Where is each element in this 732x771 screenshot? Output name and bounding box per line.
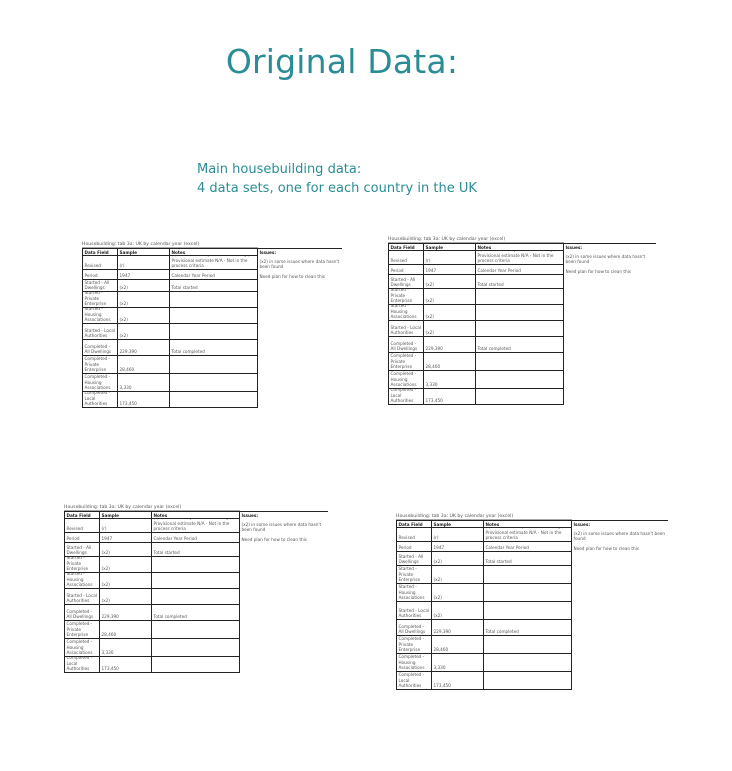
header-cell: Sample <box>424 243 476 251</box>
table-cell-notes <box>170 256 258 270</box>
table-cell-field <box>388 275 424 289</box>
cell-text: Completed - Local Authorities <box>390 389 417 403</box>
cell-text: Total started <box>485 558 512 564</box>
cell-text: Started - Housing Associations <box>66 573 93 587</box>
cell-text: (x2) <box>425 281 434 287</box>
table-cell-field <box>82 308 118 324</box>
table-cell-issue <box>564 371 656 389</box>
table-cell-notes <box>484 584 572 602</box>
cell-text: 173,450 <box>433 682 451 688</box>
table-cell-notes <box>476 389 564 405</box>
table-cell-field <box>388 353 424 371</box>
sheet-table <box>64 511 328 673</box>
cell-text: 1947 <box>425 267 437 273</box>
table-cell-notes <box>476 337 564 353</box>
cell-text: 173,450 <box>101 665 119 671</box>
cell-text: Completed - Housing Associations <box>84 374 111 390</box>
cell-text: 3,330 <box>433 664 446 670</box>
table-cell-notes <box>484 528 572 542</box>
cell-text: Completed - Local Authorities <box>66 657 93 671</box>
table-cell-issue <box>240 543 328 557</box>
table-cell-issue <box>564 353 656 371</box>
cell-text: Started - All Dwellings <box>390 276 416 287</box>
table-cell-field <box>396 636 432 654</box>
cell-text: Provisional estimate N/A - Not in the process criteria <box>485 529 562 540</box>
header-cell: Sample <box>118 248 170 256</box>
cell-text: Started - Local Authorities <box>390 324 421 335</box>
table-cell-issue <box>258 256 342 270</box>
table-cell-issue <box>564 321 656 337</box>
table-cell-sample <box>424 251 476 265</box>
table-cell-notes <box>170 340 258 356</box>
cell-text: (r) <box>425 257 431 263</box>
table-cell-field <box>64 605 100 621</box>
table-cell-sample <box>118 308 170 324</box>
cell-text: Completed - All Dwellings <box>66 608 94 619</box>
table-cell-issue <box>258 340 342 356</box>
table-cell-sample <box>432 584 484 602</box>
table-cell-field <box>396 654 432 672</box>
header-cell: Sample <box>100 511 152 519</box>
table-cell-notes <box>170 292 258 308</box>
table-cell-issue <box>240 557 328 573</box>
table-cell-notes <box>152 621 240 639</box>
cell-text: (x2) <box>425 313 434 319</box>
table-cell-field <box>396 620 432 636</box>
table-cell-field <box>64 573 100 589</box>
table-cell-field <box>82 392 118 408</box>
table-cell-field <box>64 519 100 533</box>
cell-text: Completed - Private Enterprise <box>390 353 417 369</box>
table-cell-notes <box>476 371 564 389</box>
page-title: Original Data: <box>225 42 459 81</box>
cell-text: (x2) <box>101 565 110 571</box>
table-cell-notes <box>170 308 258 324</box>
cell-text: (r) <box>433 534 439 540</box>
cell-text: Started - Local Authorities <box>398 607 429 618</box>
table-cell-sample <box>100 639 152 657</box>
table-cell-sample <box>432 552 484 566</box>
cell-text: Calendar Year Period <box>477 267 521 273</box>
table-cell-field <box>388 371 424 389</box>
table-cell-sample <box>118 280 170 292</box>
table-cell-notes <box>484 672 572 690</box>
table-cell-sample <box>432 602 484 620</box>
cell-text: Need plan for how to clean this <box>565 268 631 274</box>
cell-text: (x2) in some issues where data hasn't been found <box>241 521 322 532</box>
cell-text: Completed - All Dwellings <box>390 340 418 351</box>
header-cell: Issues: <box>564 243 656 251</box>
table-cell-sample <box>100 573 152 589</box>
cell-text: Calendar Year Period <box>153 535 197 541</box>
cell-text: 1947 <box>101 535 113 541</box>
table-cell-sample <box>424 275 476 289</box>
table-cell-notes <box>152 533 240 543</box>
cell-text: 28,460 <box>101 631 117 637</box>
table-cell-field <box>388 389 424 405</box>
header-cell: Data Field <box>64 511 100 519</box>
table-cell-notes <box>152 639 240 657</box>
cell-text: (x2) <box>425 297 434 303</box>
table-cell-notes <box>484 654 572 672</box>
table-cell-notes <box>152 543 240 557</box>
table-cell-sample <box>432 672 484 690</box>
table-cell-sample <box>432 542 484 552</box>
header-cell: Notes <box>484 520 572 528</box>
table-cell-notes <box>170 324 258 340</box>
table-cell-field <box>82 280 118 292</box>
cell-text: 1947 <box>119 272 131 278</box>
cell-text: 3,330 <box>119 384 132 390</box>
table-cell-field <box>64 557 100 573</box>
table-cell-issue <box>240 573 328 589</box>
cell-text: Revised <box>390 257 407 263</box>
cell-text: Started - Housing Associations <box>398 584 425 600</box>
table-cell-issue <box>240 657 328 673</box>
cell-text: 28,460 <box>425 363 441 369</box>
cell-text: (x2) <box>119 284 128 290</box>
table-cell-sample <box>118 292 170 308</box>
table-cell-notes <box>476 289 564 305</box>
table-cell-issue <box>564 389 656 405</box>
table-cell-field <box>82 340 118 356</box>
table-cell-sample <box>432 654 484 672</box>
sheet-table <box>396 520 668 690</box>
cell-text: Need plan for how to clean this <box>573 545 639 551</box>
table-cell-field <box>388 251 424 265</box>
table-cell-sample <box>118 340 170 356</box>
table-cell-issue <box>258 308 342 324</box>
table-cell-field <box>396 672 432 690</box>
table-cell-sample <box>424 289 476 305</box>
cell-text: Total started <box>153 549 180 555</box>
cell-text: Total started <box>171 284 198 290</box>
cell-text: Period <box>84 272 98 278</box>
table-cell-issue <box>572 566 668 584</box>
table-cell-issue <box>572 654 668 672</box>
table-cell-sample <box>100 589 152 605</box>
table-cell-sample <box>118 270 170 280</box>
table-cell-issue <box>564 337 656 353</box>
table-cell-field <box>82 374 118 392</box>
table-cell-field <box>64 533 100 543</box>
table-cell-issue <box>240 519 328 533</box>
header-cell: Data Field <box>396 520 432 528</box>
cell-text: 229,390 <box>433 628 451 634</box>
table-cell-sample <box>118 256 170 270</box>
table-cell-issue <box>258 280 342 292</box>
table-cell-sample <box>424 321 476 337</box>
table-cell-notes <box>476 353 564 371</box>
cell-text: Provisional estimate N/A - Not in the process criteria <box>153 520 230 531</box>
table-cell-notes <box>484 542 572 552</box>
table-cell-field <box>396 584 432 602</box>
table-cell-sample <box>100 621 152 639</box>
table-cell-notes <box>476 265 564 275</box>
table-cell-notes <box>152 657 240 673</box>
header-cell: Sample <box>432 520 484 528</box>
table-cell-issue <box>240 605 328 621</box>
table-cell-field <box>82 324 118 340</box>
cell-text: Completed - Private Enterprise <box>398 636 425 652</box>
table-cell-notes <box>152 589 240 605</box>
cell-text: Completed - Local Authorities <box>84 392 111 406</box>
table-cell-issue <box>258 292 342 308</box>
cell-text: Total completed <box>171 348 205 354</box>
header-cell: Issues: <box>572 520 668 528</box>
table-cell-notes <box>152 519 240 533</box>
spreadsheet-screenshot-2 <box>388 236 656 405</box>
table-cell-notes <box>152 573 240 589</box>
cell-text: Calendar Year Period <box>171 272 215 278</box>
table-cell-issue <box>564 275 656 289</box>
cell-text: (x2) <box>119 332 128 338</box>
cell-text: (x2) <box>433 558 442 564</box>
table-cell-notes <box>170 356 258 374</box>
cell-text: Started - Private Enterprise <box>390 289 413 303</box>
cell-text: Total started <box>477 281 504 287</box>
table-cell-field <box>388 321 424 337</box>
table-cell-issue <box>572 636 668 654</box>
sheet-caption: Housebuilding: tab 3a: UK by calendar year (excel) <box>388 236 564 243</box>
table-cell-issue <box>258 324 342 340</box>
cell-text: Revised <box>66 525 83 531</box>
cell-text: Started - All Dwellings <box>84 280 110 290</box>
table-cell-sample <box>424 265 476 275</box>
cell-text: Started - Private Enterprise <box>398 566 421 582</box>
header-cell: Data Field <box>388 243 424 251</box>
cell-text: (x2) <box>433 612 442 618</box>
table-cell-field <box>64 589 100 605</box>
table-cell-notes <box>484 620 572 636</box>
table-cell-sample <box>424 337 476 353</box>
cell-text: 229,390 <box>425 345 443 351</box>
cell-text: 28,460 <box>433 646 449 652</box>
cell-text: Completed - All Dwellings <box>84 343 112 354</box>
cell-text: Started - Housing Associations <box>84 308 111 322</box>
cell-text: Revised <box>84 262 101 268</box>
subtitle <box>197 160 477 198</box>
cell-text: (r) <box>101 525 107 531</box>
table-cell-sample <box>118 356 170 374</box>
cell-text: Need plan for how to clean this <box>241 536 307 542</box>
table-cell-notes <box>476 305 564 321</box>
sheet-caption: Housebuilding: tab 3a: UK by calendar year (excel) <box>396 513 572 520</box>
table-cell-issue <box>564 251 656 265</box>
table-cell-notes <box>476 321 564 337</box>
cell-text: Calendar Year Period <box>485 544 529 550</box>
table-cell-field <box>64 543 100 557</box>
table-cell-notes <box>170 270 258 280</box>
table-cell-notes <box>476 251 564 265</box>
table-cell-field <box>388 265 424 275</box>
table-cell-issue <box>258 392 342 408</box>
cell-text: (r) <box>119 262 125 268</box>
table-cell-sample <box>424 353 476 371</box>
table-cell-issue <box>258 374 342 392</box>
table-cell-notes <box>152 557 240 573</box>
sheet-caption: Housebuilding: tab 3a: UK by calendar year (excel) <box>82 241 258 248</box>
cell-text: 173,450 <box>119 400 137 406</box>
cell-text: 3,330 <box>425 381 438 387</box>
spreadsheet-screenshot-3 <box>64 504 328 673</box>
header-cell: Data Field <box>82 248 118 256</box>
subtitle-line-2: 4 data sets, one for each country in the UK <box>197 181 477 196</box>
table-cell-field <box>64 657 100 673</box>
table-cell-sample <box>100 605 152 621</box>
cell-text: Started - Local Authorities <box>66 592 97 603</box>
cell-text: (x2) <box>119 316 128 322</box>
cell-text: Started - All Dwellings <box>66 544 92 555</box>
table-cell-issue <box>564 265 656 275</box>
table-cell-sample <box>424 371 476 389</box>
table-cell-issue <box>564 305 656 321</box>
table-cell-sample <box>432 566 484 584</box>
cell-text: (x2) in some issues where data hasn't been found <box>565 253 646 264</box>
table-cell-sample <box>118 374 170 392</box>
table-cell-field <box>388 337 424 353</box>
table-cell-issue <box>240 533 328 543</box>
table-cell-sample <box>100 543 152 557</box>
table-cell-issue <box>572 542 668 552</box>
cell-text: 229,390 <box>119 348 137 354</box>
cell-text: (x2) in some issues where data hasn't been found <box>573 530 665 541</box>
table-cell-sample <box>118 392 170 408</box>
cell-text: Completed - All Dwellings <box>398 623 426 634</box>
table-cell-field <box>396 552 432 566</box>
cell-text: (x2) in some issues where data hasn't been found <box>259 258 340 269</box>
cell-text: Started - All Dwellings <box>398 553 424 564</box>
cell-text: Total completed <box>477 345 511 351</box>
spreadsheet-screenshot-1 <box>82 241 342 408</box>
cell-text: Period <box>390 267 404 273</box>
header-cell: Issues: <box>240 511 328 519</box>
table-cell-issue <box>572 552 668 566</box>
cell-text: 28,460 <box>119 366 135 372</box>
cell-text: (x2) <box>433 576 442 582</box>
table-cell-field <box>396 602 432 620</box>
table-cell-sample <box>100 519 152 533</box>
header-cell: Notes <box>476 243 564 251</box>
sheet-table <box>388 243 656 405</box>
cell-text: (x2) <box>425 329 434 335</box>
table-cell-sample <box>432 636 484 654</box>
sheet-table <box>82 248 342 408</box>
cell-text: Period <box>398 544 412 550</box>
table-cell-issue <box>572 620 668 636</box>
cell-text: Started - Private Enterprise <box>84 292 107 306</box>
cell-text: Provisional estimate N/A - Not in the process criteria <box>171 257 248 268</box>
table-cell-sample <box>100 533 152 543</box>
cell-text: Period <box>66 535 80 541</box>
table-cell-field <box>396 566 432 584</box>
cell-text: (x2) <box>433 594 442 600</box>
table-cell-issue <box>240 639 328 657</box>
cell-text: (x2) <box>101 549 110 555</box>
table-cell-notes <box>170 374 258 392</box>
table-cell-sample <box>424 305 476 321</box>
table-cell-notes <box>476 275 564 289</box>
cell-text: 229,390 <box>101 613 119 619</box>
table-cell-notes <box>484 602 572 620</box>
table-cell-issue <box>564 289 656 305</box>
table-cell-field <box>82 292 118 308</box>
table-cell-notes <box>484 552 572 566</box>
table-cell-notes <box>152 605 240 621</box>
cell-text: Completed - Local Authorities <box>398 672 425 688</box>
cell-text: (x2) <box>119 300 128 306</box>
table-cell-field <box>388 305 424 321</box>
table-cell-issue <box>572 602 668 620</box>
spreadsheet-screenshot-4 <box>396 513 668 690</box>
table-cell-field <box>396 542 432 552</box>
table-cell-issue <box>258 356 342 374</box>
cell-text: Completed - Housing Associations <box>390 371 417 387</box>
table-cell-sample <box>432 620 484 636</box>
table-cell-notes <box>484 636 572 654</box>
cell-text: Total completed <box>153 613 187 619</box>
header-cell: Issues: <box>258 248 342 256</box>
table-cell-notes <box>170 392 258 408</box>
table-cell-issue <box>572 528 668 542</box>
header-cell: Notes <box>170 248 258 256</box>
cell-text: Total completed <box>485 628 519 634</box>
table-cell-field <box>64 621 100 639</box>
cell-text: Completed - Private Enterprise <box>66 621 93 637</box>
table-cell-issue <box>572 584 668 602</box>
cell-text: (x2) <box>101 597 110 603</box>
cell-text: Started - Local Authorities <box>84 327 115 338</box>
cell-text: Provisional estimate N/A - Not in the process criteria <box>477 252 554 263</box>
table-cell-sample <box>100 657 152 673</box>
table-cell-notes <box>484 566 572 584</box>
table-cell-issue <box>572 672 668 690</box>
table-cell-field <box>388 289 424 305</box>
cell-text: Started - Private Enterprise <box>66 557 89 571</box>
table-cell-sample <box>432 528 484 542</box>
table-cell-notes <box>170 280 258 292</box>
subtitle-line-1: Main housebuilding data: <box>197 162 362 177</box>
cell-text: Completed - Housing Associations <box>66 639 93 655</box>
table-cell-sample <box>118 324 170 340</box>
header-cell: Notes <box>152 511 240 519</box>
cell-text: Revised <box>398 534 415 540</box>
cell-text: Completed - Private Enterprise <box>84 356 111 372</box>
cell-text: (x2) <box>101 581 110 587</box>
table-cell-sample <box>424 389 476 405</box>
cell-text: 3,330 <box>101 649 114 655</box>
cell-text: Completed - Housing Associations <box>398 654 425 670</box>
table-cell-issue <box>258 270 342 280</box>
cell-text: Need plan for how to clean this <box>259 273 325 279</box>
cell-text: 1947 <box>433 544 445 550</box>
table-cell-field <box>396 528 432 542</box>
cell-text: Started - Housing Associations <box>390 305 417 319</box>
table-cell-issue <box>240 621 328 639</box>
sheet-caption: Housebuilding: tab 3a: UK by calendar year (excel) <box>64 504 240 511</box>
table-cell-field <box>64 639 100 657</box>
table-cell-field <box>82 256 118 270</box>
table-cell-sample <box>100 557 152 573</box>
cell-text: 173,450 <box>425 397 443 403</box>
table-cell-field <box>82 356 118 374</box>
table-cell-field <box>82 270 118 280</box>
table-cell-issue <box>240 589 328 605</box>
